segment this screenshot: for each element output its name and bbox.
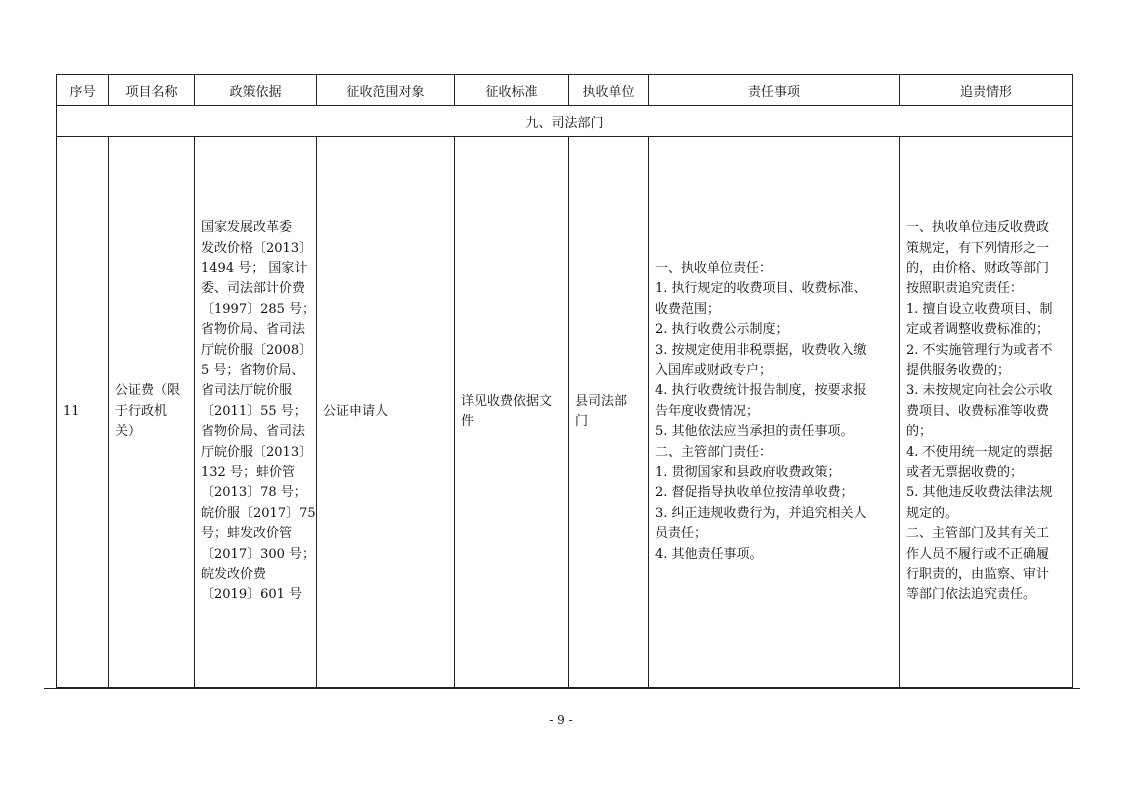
cell-text-line: 员责任； (655, 526, 708, 542)
header-collecting-unit: 执收单位 (569, 75, 649, 106)
cell-text-line: 省司法厅皖价服 (201, 383, 293, 399)
cell-text-line: 国家发展改革委 (201, 220, 293, 236)
header-no: 序号 (57, 75, 109, 106)
cell-text-line: 二、主管部门责任： (655, 444, 773, 460)
row-number: 11 (57, 137, 109, 688)
cell-text-line: 5. 其他依法应当承担的责任事项。 (655, 424, 854, 440)
collecting-unit-cell (569, 137, 649, 688)
header-scope: 征收范围对象 (317, 75, 455, 106)
cell-text-line: 二、主管部门及其有关工 (906, 526, 1050, 542)
cell-text-line: 号；蚌发改价管 (201, 526, 293, 542)
cell-text-line: 行职责的，由监察、审计 (906, 567, 1050, 583)
cell-text-line: 于行政机 (115, 403, 168, 419)
cell-text-line: 〔2019〕601 号 (201, 587, 303, 603)
header-accountability: 追责情形 (900, 75, 1073, 106)
cell-text-line: 关） (115, 424, 142, 440)
cell-text-line: 皖价服〔2017〕75 (201, 505, 316, 521)
policy-basis-cell (195, 137, 317, 688)
cell-text-line: 或者无票据收费的； (906, 465, 1024, 481)
cell-text-line: 2. 执行收费公示制度； (655, 322, 789, 338)
header-item-name: 项目名称 (109, 75, 195, 106)
cell-text-line: 1. 执行规定的收费项目、收费标准、 (655, 281, 867, 297)
cell-text-line: 3. 按规定使用非税票据，收费收入缴 (655, 342, 867, 358)
accountability-cell (900, 137, 1073, 688)
cell-text-line: 县司法部 (575, 393, 628, 409)
cell-text-line: 5 号；省物价局、 (201, 362, 305, 378)
cell-text-line: 厅皖价服〔2008〕 (201, 342, 313, 358)
standard-cell (455, 137, 569, 688)
cell-text-line: 等部门依法追究责任。 (906, 587, 1037, 603)
cell-text-line: 2. 督促指导执收单位按清单收费； (655, 485, 854, 501)
item-name-cell (109, 137, 195, 688)
cell-text-line: 132 号；蚌价管 (201, 465, 295, 481)
cell-text-line: 规定的。 (906, 505, 959, 521)
cell-text-line: 详见收费依据文 (461, 393, 553, 409)
cell-text-line: 4. 其他责任事项。 (655, 546, 763, 562)
cell-text-line: 费项目、收费标准等收费 (906, 403, 1050, 419)
cell-text-line: 4. 执行收费统计报告制度，按要求报 (655, 383, 867, 399)
cell-text-line: 省物价局、省司法 (201, 424, 306, 440)
cell-text-line: 收费范围； (655, 301, 721, 317)
cell-text-line: 2. 不实施管理行为或者不 (906, 342, 1053, 358)
cell-text-line: 公证费（限 (115, 383, 181, 399)
cell-text-line: 提供服务收费的； (906, 362, 1011, 378)
cell-text-line: 作人员不履行或不正确履 (906, 546, 1050, 562)
cell-text-line: 1. 擅自设立收费项目、制 (906, 301, 1053, 317)
cell-text-line: 〔2013〕78 号； (201, 485, 307, 501)
cell-text-line: 按照职责追究责任： (906, 281, 1024, 297)
cell-text-line: 策规定，有下列情形之一 (906, 240, 1050, 256)
cell-text-line: 一、执收单位责任： (655, 260, 773, 276)
header-responsibility: 责任事项 (649, 75, 900, 106)
cell-text-line: 〔2011〕55 号； (201, 403, 307, 419)
cell-text-line: 3. 纠正违规收费行为，并追究相关人 (655, 505, 867, 521)
scope-cell: 公证申请人 (317, 137, 455, 688)
cell-text-line: 〔1997〕285 号； (201, 301, 316, 317)
cell-text-line: 件 (461, 414, 475, 429)
cell-text-line: 一、执收单位违反收费政 (906, 220, 1050, 236)
cell-text-line: 的，由价格、财政等部门 (906, 260, 1050, 276)
header-standard: 征收标准 (455, 75, 569, 106)
cell-text-line: 皖发改价费 (201, 567, 267, 583)
fee-table (56, 74, 1073, 688)
table-row (57, 137, 1073, 688)
cell-text-line: 省物价局、省司法 (201, 322, 306, 338)
header-row (57, 75, 1073, 106)
cell-text-line: 5. 其他违反收费法律法规 (906, 485, 1053, 501)
section-title: 九、司法部门 (57, 106, 1073, 137)
cell-text-line: 1494 号； 国家计 (201, 260, 308, 276)
cell-text-line: 3. 未按规定向社会公示收 (906, 383, 1053, 399)
cell-text-line: 1. 贯彻国家和县政府收费政策； (655, 465, 841, 481)
header-policy-basis: 政策依据 (195, 75, 317, 106)
cell-text-line: 的； (906, 424, 933, 440)
responsibility-cell (649, 137, 900, 688)
section-row (57, 106, 1073, 137)
cell-text-line: 委、司法部计价费 (201, 281, 306, 297)
cell-text-line: 发改价格〔2013〕 (201, 240, 313, 256)
cell-text-line: 入国库或财政专户； (655, 362, 773, 378)
cell-text-line: 4. 不使用统一规定的票据 (906, 444, 1053, 460)
bottom-rule (44, 688, 1080, 689)
cell-text-line: 厅皖价服〔2013〕 (201, 444, 313, 460)
page-number: - 9 - (549, 713, 573, 727)
cell-text-line: 门 (575, 414, 589, 429)
cell-text-line: 〔2017〕300 号； (201, 546, 316, 562)
cell-text-line: 告年度收费情况； (655, 403, 760, 419)
cell-text-line: 定或者调整收费标准的； (906, 322, 1050, 338)
